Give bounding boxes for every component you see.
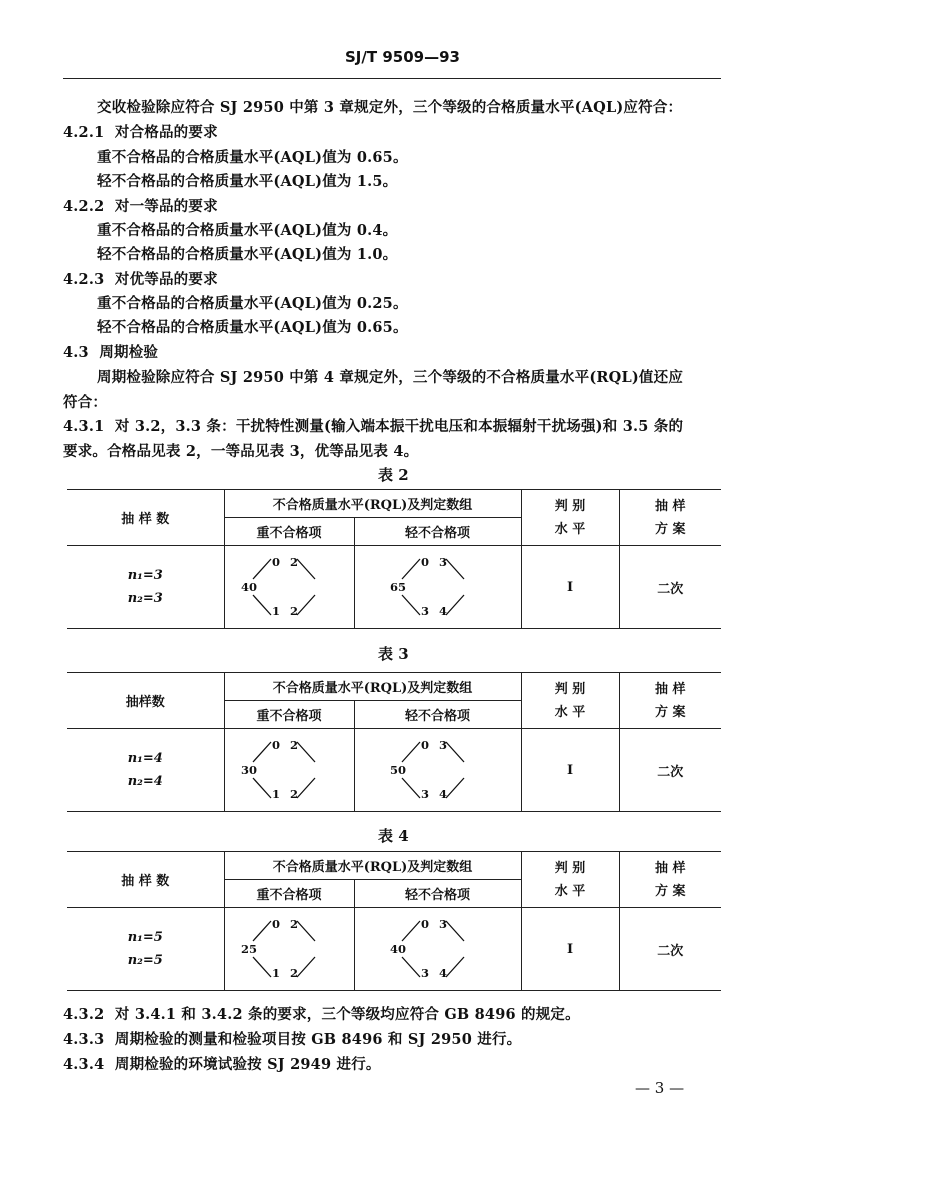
n1-value: n₁=5 [127, 930, 163, 945]
minor-decision-diagram [388, 734, 488, 806]
section-4-3-heading [63, 341, 158, 362]
paragraph-line: 对 3.4.1 和 3.4.2 条的要求，三个等级均应符合 GB 8496 的规定。 [114, 1006, 580, 1023]
minor-decision-diagram [388, 913, 488, 985]
header-level-line1: 判 别 [554, 498, 586, 514]
header-level-line2: 水 平 [554, 883, 586, 899]
header-level [521, 852, 619, 908]
header-scheme [619, 852, 721, 908]
paragraph-line: 周期检验的环境试验按 SJ 2949 进行。 [114, 1056, 381, 1073]
header-minor: 轻不合格项 [354, 880, 521, 908]
rql-value: 40 [389, 942, 406, 956]
re1-value: 2 [290, 917, 299, 931]
rql-value: 40 [241, 580, 258, 594]
header-scheme [619, 673, 721, 729]
sample-size-cell [67, 546, 224, 629]
paragraph-line: 轻不合格品的合格质量水平(AQL)值为 1.0。 [97, 246, 398, 263]
minor-decision-diagram [388, 551, 488, 623]
header-minor: 轻不合格项 [354, 701, 521, 729]
re1-value: 3 [438, 738, 447, 752]
header-rql: 不合格质量水平(RQL)及判定数组 [224, 852, 521, 880]
section-number: 4.3.2 [63, 1006, 105, 1023]
scheme-value: 二次 [619, 546, 721, 629]
major-diagram-cell [224, 546, 354, 629]
header-major: 重不合格项 [224, 518, 354, 546]
header-level-line2: 水 平 [554, 521, 586, 537]
header-major: 重不合格项 [224, 701, 354, 729]
section-number: 4.3.1 [63, 418, 105, 435]
header-scheme-line2: 方 案 [655, 883, 686, 899]
section-4-3-1 [63, 415, 683, 436]
section-title: 对合格品的要求 [114, 124, 218, 141]
header-minor: 轻不合格项 [354, 518, 521, 546]
re2-value: 2 [290, 604, 299, 618]
header-level [521, 673, 619, 729]
paragraph-line: 要求。合格品见表 2，一等品见表 3，优等品见表 4。 [63, 443, 419, 460]
table-caption: 表 2 [378, 466, 409, 484]
ac1-value: 0 [272, 555, 281, 569]
major-diagram-cell [224, 908, 354, 991]
ac2-value: 1 [272, 787, 281, 801]
section-4-3-3 [63, 1028, 521, 1049]
minor-diagram-cell [354, 908, 521, 991]
rql-value: 50 [389, 763, 406, 777]
header-rql: 不合格质量水平(RQL)及判定数组 [224, 490, 521, 518]
paragraph-line: 轻不合格品的合格质量水平(AQL)值为 0.65。 [97, 319, 408, 336]
intro-paragraph: 交收检验除应符合 SJ 2950 中第 3 章规定外，三个等级的合格质量水平(AQL)应符合： [97, 99, 683, 116]
re2-value: 4 [438, 966, 447, 980]
re1-value: 3 [438, 555, 447, 569]
section-title: 对一等品的要求 [114, 198, 218, 215]
section-4-3-2 [63, 1003, 580, 1024]
re1-value: 2 [290, 738, 299, 752]
header-sample-size: 抽样数 [67, 673, 224, 729]
section-number: 4.2.1 [63, 124, 105, 141]
ac2-value: 3 [420, 604, 429, 618]
re2-value: 2 [290, 787, 299, 801]
section-number: 4.2.2 [63, 198, 105, 215]
re2-value: 4 [438, 604, 447, 618]
re2-value: 4 [438, 787, 447, 801]
paragraph-line: 对 3.2，3.3 条：干扰特性测量(输入端本振干扰电压和本振辐射干扰场强)和 3.5 条的 [114, 418, 684, 435]
table-4 [67, 851, 721, 991]
section-4-2-3-heading [63, 268, 218, 289]
ac2-value: 1 [272, 604, 281, 618]
paragraph-line: 重不合格品的合格质量水平(AQL)值为 0.65。 [97, 149, 408, 166]
header-scheme-line2: 方 案 [655, 704, 686, 720]
section-number: 4.3.4 [63, 1056, 105, 1073]
rql-value: 65 [389, 580, 406, 594]
section-number: 4.2.3 [63, 271, 105, 288]
re1-value: 2 [290, 555, 299, 569]
section-4-3-4 [63, 1053, 381, 1074]
ac1-value: 0 [272, 738, 281, 752]
ac1-value: 0 [272, 917, 281, 931]
ac1-value: 0 [420, 917, 429, 931]
paragraph-line: 周期检验的测量和检验项目按 GB 8496 和 SJ 2950 进行。 [114, 1031, 522, 1048]
table-2 [67, 489, 721, 629]
header-level-line2: 水 平 [554, 704, 586, 720]
rql-value: 30 [241, 763, 258, 777]
section-number: 4.3.3 [63, 1031, 105, 1048]
re1-value: 3 [438, 917, 447, 931]
sample-size-cell [67, 729, 224, 812]
major-decision-diagram [239, 913, 339, 985]
paragraph-line: 重不合格品的合格质量水平(AQL)值为 0.25。 [97, 295, 408, 312]
section-4-2-2-heading [63, 195, 218, 216]
header-level-line1: 判 别 [554, 860, 586, 876]
header-scheme [619, 490, 721, 546]
minor-diagram-cell [354, 546, 521, 629]
section-4-2-1-heading [63, 121, 218, 142]
header-major: 重不合格项 [224, 880, 354, 908]
major-diagram-cell [224, 729, 354, 812]
paragraph-line: 重不合格品的合格质量水平(AQL)值为 0.4。 [97, 222, 398, 239]
ac2-value: 3 [420, 787, 429, 801]
header-level-line1: 判 别 [554, 681, 586, 697]
rql-value: 25 [241, 942, 258, 956]
header-scheme-line2: 方 案 [655, 521, 686, 537]
section-title: 周期检验 [99, 344, 159, 361]
n1-value: n₁=3 [127, 568, 163, 583]
level-value: I [521, 729, 619, 812]
major-decision-diagram [239, 734, 339, 806]
minor-diagram-cell [354, 729, 521, 812]
major-decision-diagram [239, 551, 339, 623]
ac2-value: 1 [272, 966, 281, 980]
paragraph-line: 周期检验除应符合 SJ 2950 中第 4 章规定外，三个等级的不合格质量水平(RQL)值还应 [97, 369, 684, 386]
section-number: 4.3 [63, 344, 89, 361]
ac1-value: 0 [420, 555, 429, 569]
scheme-value: 二次 [619, 908, 721, 991]
table-caption: 表 4 [378, 827, 409, 845]
n2-value: n₂=3 [127, 591, 163, 606]
ac1-value: 0 [420, 738, 429, 752]
header-sample-size: 抽 样 数 [67, 852, 224, 908]
document-id: SJ/T 9509—93 [345, 48, 460, 66]
scheme-value: 二次 [619, 729, 721, 812]
level-value: I [521, 908, 619, 991]
paragraph-line: 轻不合格品的合格质量水平(AQL)值为 1.5。 [97, 173, 398, 190]
header-rule [63, 78, 721, 79]
header-scheme-line1: 抽 样 [655, 498, 686, 514]
ac2-value: 3 [420, 966, 429, 980]
table-caption: 表 3 [378, 645, 409, 663]
re2-value: 2 [290, 966, 299, 980]
table-3 [67, 672, 721, 812]
header-scheme-line1: 抽 样 [655, 681, 686, 697]
level-value: I [521, 546, 619, 629]
paragraph-line: 符合： [63, 394, 108, 411]
n2-value: n₂=5 [127, 953, 163, 968]
header-rql: 不合格质量水平(RQL)及判定数组 [224, 673, 521, 701]
header-scheme-line1: 抽 样 [655, 860, 686, 876]
page-number: — 3 — [635, 1079, 685, 1097]
header-level [521, 490, 619, 546]
sample-size-cell [67, 908, 224, 991]
n2-value: n₂=4 [127, 774, 163, 789]
n1-value: n₁=4 [127, 751, 163, 766]
section-title: 对优等品的要求 [114, 271, 218, 288]
header-sample-size: 抽 样 数 [67, 490, 224, 546]
